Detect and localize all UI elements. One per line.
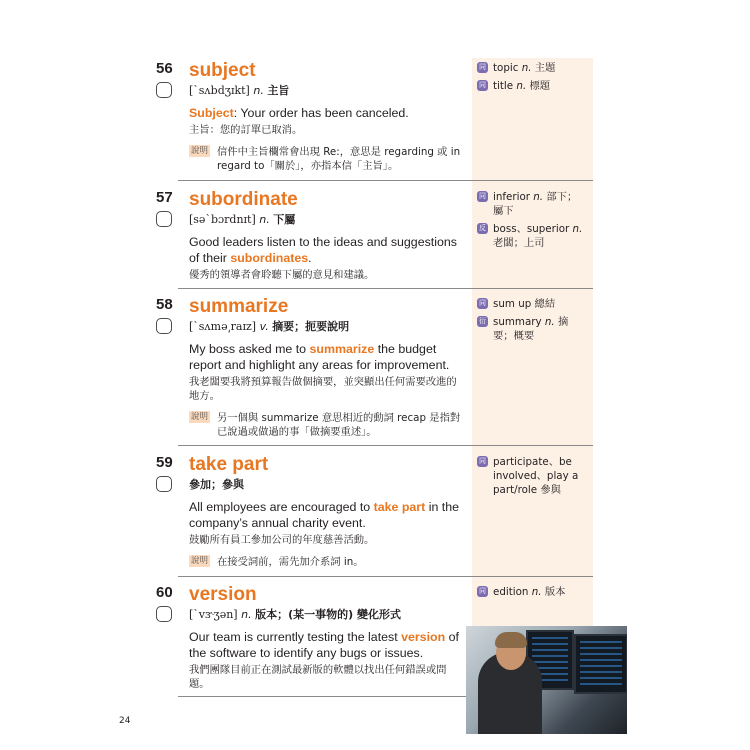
derivative-badge-icon: 衍 (479, 317, 486, 325)
pronunciation-line (189, 212, 464, 227)
antonym-badge-icon: 反 (479, 224, 486, 232)
related-word-item: 同 participate、be involved、play a part/role 參與 (479, 456, 579, 496)
related-words (477, 455, 587, 501)
synonym-badge-icon: 同 (479, 299, 486, 307)
headword: summarize (189, 296, 289, 317)
synonym-badge-icon: 同 (479, 587, 486, 595)
headword: subordinate (189, 189, 298, 210)
related-word-item: 衍 summary n. 摘要；概要 (479, 316, 569, 342)
synonym-badge-icon: 同 (479, 192, 486, 200)
entry-divider (178, 576, 593, 577)
example-sentence: All employees are encouraged to take part in the company’s annual charity event. (189, 500, 460, 530)
monitor-illustration (574, 634, 627, 694)
example-translation: 鼓勵所有員工參加公司的年度慈善活動。 (189, 534, 375, 546)
pronunciation-line (189, 83, 464, 98)
chinese-meaning: 摘要；扼要說明 (272, 320, 350, 333)
synonym-badge-icon: 同 (479, 81, 486, 89)
entry-divider (178, 445, 593, 446)
study-checkbox[interactable] (156, 476, 172, 492)
example-sentence: Subject: Your order has been canceled. (189, 106, 409, 120)
pronunciation-line (189, 319, 464, 334)
related-word-item: 反 boss、superior n. 老闆；上司 (479, 223, 583, 249)
usage-note (189, 555, 464, 569)
related-word-item: 同 title n. 標題 (479, 80, 551, 92)
chinese-meaning: 參加；參與 (189, 478, 244, 491)
person-hair-illustration (495, 632, 527, 648)
example-sentence: Our team is currently testing the latest version of the software to identify any bugs or issues. (189, 630, 459, 660)
example-translation: 我老闆要我將預算報告做個摘要，並突顯出任何需要改進的地方。 (189, 376, 457, 402)
entry-divider (178, 180, 593, 181)
chinese-meaning: 版本；(某一事物的) 變化形式 (255, 608, 401, 621)
usage-note (189, 411, 464, 439)
study-checkbox[interactable] (156, 318, 172, 334)
page-number: 24 (119, 716, 131, 726)
note-text: 信件中主旨欄常會出現 Re:，意思是 regarding 或 in regard to「關於」，亦指本信「主旨」。 (217, 146, 461, 172)
synonym-badge-icon: 同 (479, 457, 486, 465)
note-tag: 說明 (191, 146, 209, 156)
ipa: [ˋvɝʒən] (189, 608, 238, 621)
part-of-speech: n. (259, 213, 270, 226)
office-photo (466, 626, 627, 734)
related-word-item: 同 inferior n. 部下；屬下 (479, 191, 578, 217)
highlighted-word: summarize (309, 342, 375, 356)
entry-number: 60 (156, 584, 173, 601)
note-text: 在接受詞前，需先加介系詞 in。 (217, 556, 364, 568)
pronunciation-line (189, 607, 464, 622)
related-word-item: 同 edition n. 版本 (479, 586, 566, 598)
study-checkbox[interactable] (156, 606, 172, 622)
example-translation: 優秀的領導者會聆聽下屬的意見和建議。 (189, 269, 375, 281)
highlighted-word: version (401, 630, 446, 644)
related-words (477, 190, 587, 254)
highlighted-word: subordinates (230, 251, 309, 265)
pronunciation-line (189, 477, 464, 492)
synonym-badge-icon: 同 (479, 63, 486, 71)
entry-divider (178, 288, 593, 289)
ipa: [ˋsʌmə͵raɪz] (189, 320, 257, 333)
usage-note (189, 145, 464, 173)
example-translation: 主旨：您的訂單已取消。 (189, 124, 303, 136)
example-translation: 我們團隊目前正在測試最新版的軟體以找出任何錯誤或問題。 (189, 664, 447, 690)
note-text: 另一個與 summarize 意思相近的動詞 recap 是指對已說過或做過的事「做摘要重述」。 (217, 412, 461, 438)
entry-number: 56 (156, 60, 173, 77)
ipa: [ˋsʌbdʒɪkt] (189, 84, 250, 97)
highlighted-word: take part (373, 500, 426, 514)
note-tag: 說明 (191, 556, 209, 566)
related-words (477, 61, 587, 97)
headword: take part (189, 454, 269, 475)
entry-number: 58 (156, 296, 173, 313)
entry-number: 59 (156, 454, 173, 471)
part-of-speech: n. (241, 608, 252, 621)
related-words (477, 585, 587, 603)
chinese-meaning: 主旨 (267, 84, 290, 97)
part-of-speech: n. (253, 84, 264, 97)
example-sentence: My boss asked me to summarize the budget report and highlight any areas for improvement. (189, 342, 450, 372)
related-words (477, 297, 587, 347)
related-word-item: 同 topic n. 主題 (479, 62, 556, 74)
study-checkbox[interactable] (156, 82, 172, 98)
highlighted-word: Subject (189, 106, 234, 120)
headword: version (189, 584, 257, 605)
headword: subject (189, 60, 256, 81)
related-word-item: 同 sum up 總結 (479, 298, 556, 310)
entry-number: 57 (156, 189, 173, 206)
example-sentence: Good leaders listen to the ideas and suggestions of their subordinates. (189, 235, 457, 265)
study-checkbox[interactable] (156, 211, 172, 227)
part-of-speech: v. (259, 320, 269, 333)
chinese-meaning: 下屬 (273, 213, 296, 226)
ipa: [səˋbɔrdnɪt] (189, 213, 256, 226)
note-tag: 說明 (191, 412, 209, 422)
